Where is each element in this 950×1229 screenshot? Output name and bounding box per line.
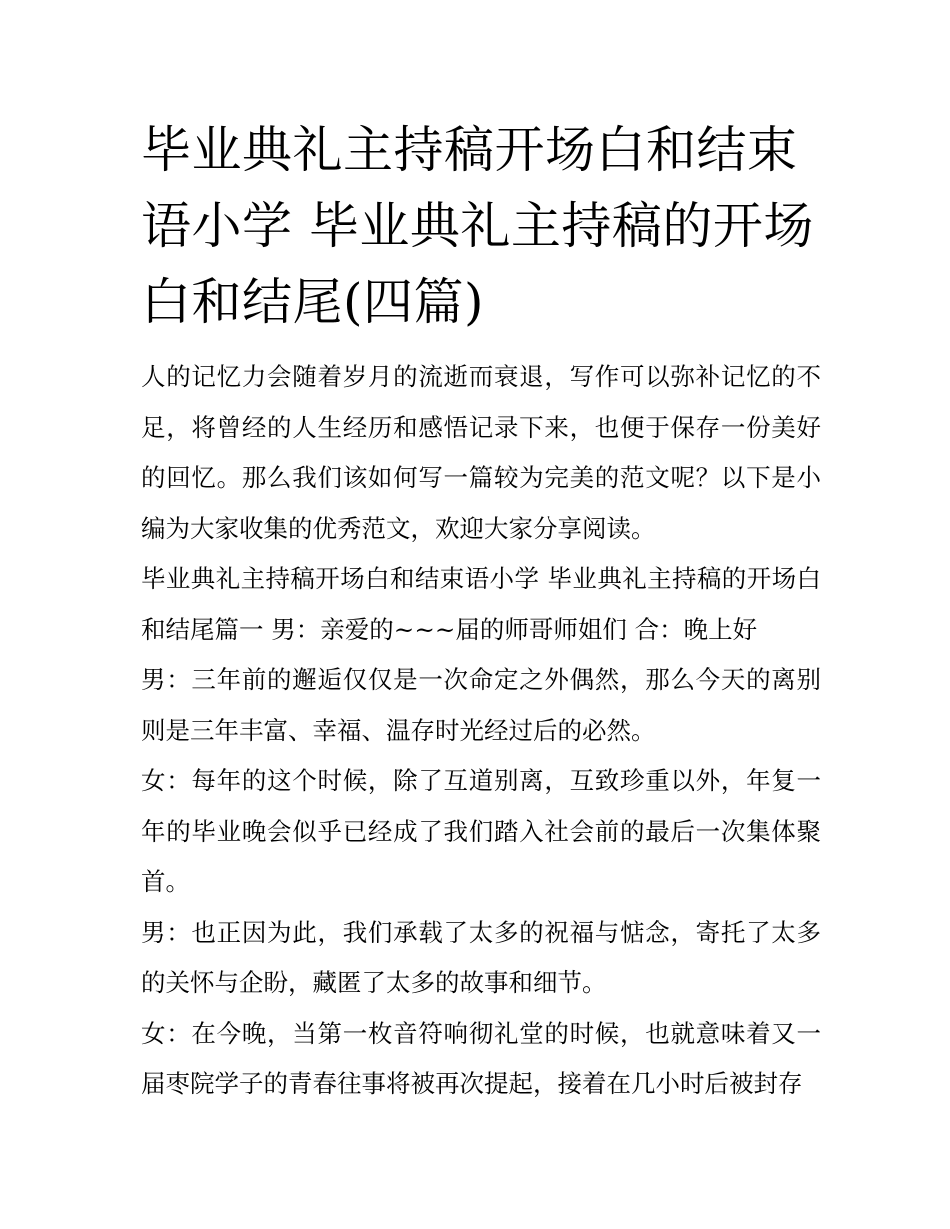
- paragraph-female-1: 女：每年的这个时候，除了互道别离，互致珍重以外，年复一年的毕业晚会似乎已经成了我们踏入社会前的最后一次集体聚首。: [141, 766, 821, 896]
- paragraph-intro: 人的记忆力会随着岁月的流逝而衰退，写作可以弥补记忆的不足，将曾经的人生经历和感悟记录下来，也便于保存一份美好的回忆。那么我们该如何写一篇较为完美的范文呢？以下是小编为大家收集的优秀范文，欢迎大家分享阅读。: [141, 362, 821, 543]
- paragraph-male-2: 男：也正因为此，我们承载了太多的祝福与惦念，寄托了太多的关怀与企盼，藏匿了太多的故事和细节。: [141, 917, 821, 997]
- document-title: 毕业典礼主持稿开场白和结束语小学 毕业典礼主持稿的开场白和结尾(四篇): [141, 121, 814, 331]
- document-page: [141, 112, 821, 1110]
- paragraph-opening: 毕业典礼主持稿开场白和结束语小学 毕业典礼主持稿的开场白和结尾篇一 男：亲爱的~~~届的师哥师姐们 合：晚上好: [141, 564, 821, 644]
- paragraph-male-1: 男：三年前的邂逅仅仅是一次命定之外偶然，那么今天的离别则是三年丰富、幸福、温存时光经过后的必然。: [141, 665, 821, 745]
- paragraph-female-2: 女：在今晚，当第一枚音符响彻礼堂的时候，也就意味着又一届枣院学子的青春往事将被再次提起，接着在几小时后被封存: [141, 1018, 821, 1098]
